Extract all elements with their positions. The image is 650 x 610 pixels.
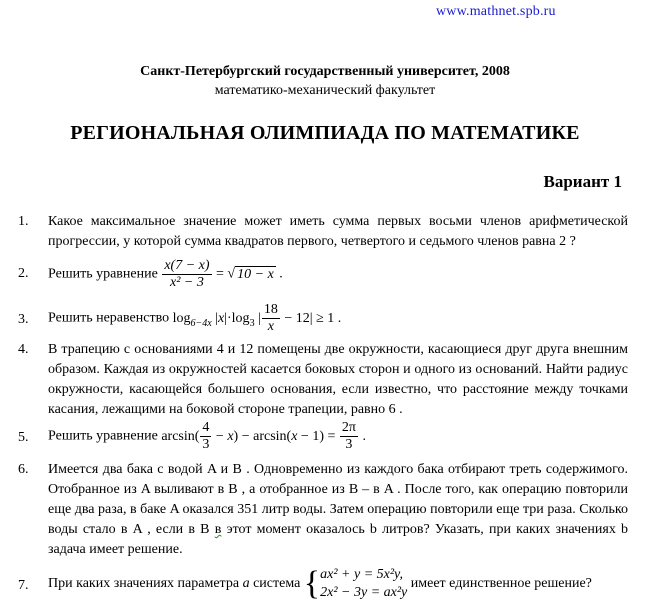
problem-2 (18, 258, 628, 291)
problem-lead: Решить уравнение (48, 266, 158, 282)
problem-lead: Решить уравнение (48, 428, 158, 444)
problem-7 (18, 566, 628, 602)
problem-number: 2. (18, 266, 29, 281)
problem-number: 7. (18, 578, 29, 593)
equation-fraction: $\frac{x(7 - x)}{\text{x² − 3}}$ (164, 258, 210, 290)
problem-text (48, 566, 628, 602)
problem-mid: система (253, 576, 301, 592)
spelling-mark: в (214, 522, 222, 537)
equation-expression: arcsin( $\frac{4}{3}$ − x) − arcsin(x − 1) = $\frac{2\pi}{3}$ . (161, 420, 366, 452)
problem-text-part: этот момент оказалось b литров? Указать, при каких значениях b задача имеет решение. (48, 522, 629, 557)
problem-3 (18, 302, 628, 335)
problem-number: 3. (18, 312, 29, 327)
problem-4 (18, 340, 628, 420)
problem-text: Какое максимальное значение может иметь сумма первых восьми членов арифметической прогрессии, у которой сумма квадратов первого, четвертого и седьмого членов равна 2 ? (48, 214, 628, 249)
equation-system: ax² + y = 5x²y, 2x² − 3y = ax²y (320, 567, 408, 600)
problem-text: В трапецию с основаниями 4 и 12 помещены две окружности, касающиеся друг друга внешним образом. Каждая из окружностей касается боковых сторон и одного из оснований. Найти радиус окружности, касающейся большего основания, если известно, что расстояние между точками касания, лежащими на боковой стороне трапеции, равно 6 . (48, 342, 628, 417)
problem-6 (18, 460, 628, 560)
problem-text (48, 302, 628, 335)
parameter-symbol: a (242, 576, 250, 592)
problem-5 (18, 420, 628, 453)
problem-number: 4. (18, 342, 29, 357)
problem-text (48, 420, 628, 453)
problem-lead: Решить неравенство (48, 310, 170, 326)
site-url[interactable]: www.mathnet.spb.ru (436, 4, 556, 19)
problem-text: Решить уравнение $\frac{x(7 - x)}{\text{x² − 3}}$ = √ 10 − x . (48, 258, 283, 290)
olympiad-title: РЕГИОНАЛЬНАЯ ОЛИМПИАДА ПО МАТЕМАТИКЕ (70, 122, 580, 144)
problem-tail: имеет единственное решение? (410, 576, 592, 592)
system-brace: { (303, 565, 321, 602)
variant-label: Вариант 1 (543, 172, 622, 191)
problem-1 (18, 212, 628, 252)
faculty-name: математико-механический факультет (214, 83, 436, 98)
problem-number: 5. (18, 430, 29, 445)
problem-lead: При каких значениях параметра (48, 576, 240, 592)
problem-text-part: Имеется два бака с водой A и B . Одновременно из каждого бака отбирают треть содержимого. Отобранное из A выливают в B , а отобранное из B – в A . После того, как операцию повторили еще два раза, в баке A оказался 351 литр воды. Затем операцию повторили еще три раза. Сколько воды стало в A , если в B (48, 462, 628, 537)
problem-number: 6. (18, 462, 29, 477)
sqrt-expression: 10 − x (237, 266, 274, 282)
university-name: Санкт-Петербургский государственный университет, 2008 (140, 64, 510, 79)
problem-text (48, 460, 628, 560)
inequality-expression: $\log_{6-4x} |x|\cdot\log_3$ | $\frac{18}{x}$ − 12| ≥ 1 . (172, 302, 342, 334)
problem-number: 1. (18, 214, 29, 229)
